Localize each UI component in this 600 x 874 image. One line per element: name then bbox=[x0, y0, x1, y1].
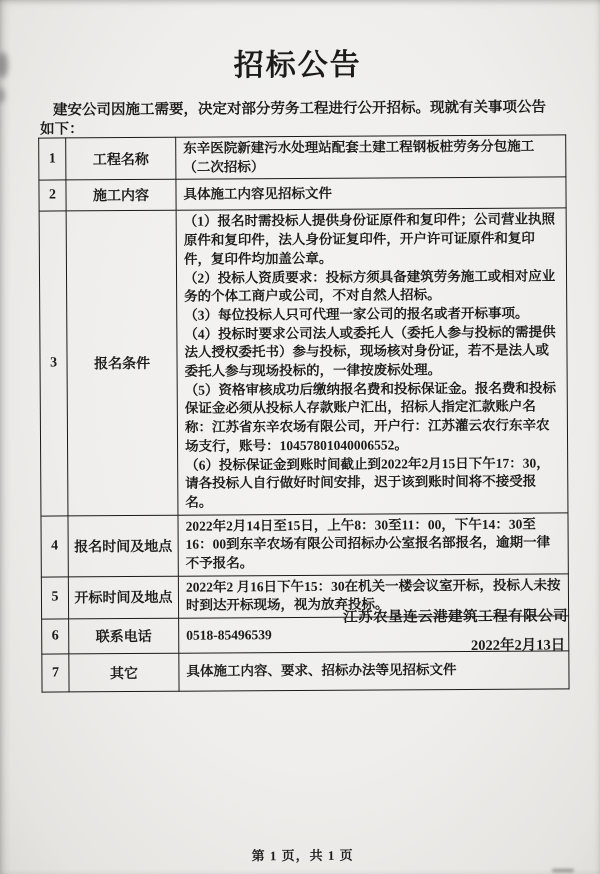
page-title: 招标公告 bbox=[233, 48, 362, 83]
row-number: 5 bbox=[41, 577, 68, 620]
row-number: 3 bbox=[39, 211, 68, 515]
row-number: 4 bbox=[41, 516, 68, 577]
row-value: 东辛医院新建污水处理站配套土建工程钢板桩劳务分包施工（二次招标） bbox=[176, 135, 566, 180]
page-number-footer: 第 1 页，共 1 页 bbox=[251, 847, 354, 864]
row-value: 2022年2 月16日下午15：30在机关一楼会议室开标，投标人未按时到达开标现场，视为放弃投标。 bbox=[178, 574, 568, 619]
row-value: 2022年2月14日至15日，上午8：30至11：00，下午14：30至16：00到东辛农场有限公司招标办公室报名部报名，逾期一律不予报名。 bbox=[178, 513, 568, 576]
table-row bbox=[39, 208, 568, 515]
row-value: 具体施工内容见招标文件 bbox=[176, 177, 566, 210]
row-label: 联系电话 bbox=[69, 618, 179, 654]
row-number: 1 bbox=[39, 138, 66, 181]
row-label: 施工内容 bbox=[66, 180, 176, 212]
row-value: （1）报名时需投标人提供身份证原件和复印件；公司营业执照原件和复印件，法人身份证复印件，开户许可证原件和复印件，复印件均加盖公章。 （2）投标人资质要求：投标方须具备建筑劳务施工或相对应业务的个体工商户或公司，不对自然人招标。 （3）每位投标人只可代理一家公司的报名或者开标事项。 （4）投标时要求公司法人或委托人（委托人参与投标的需提供法人授权委托书）参与投标，现场核对身份证，若不是法人或委托人参与现场投标的，一律按废标处理。 （5）资格审核成功后缴纳报名费和投标保证金。报名费和投标保证金必须从投标人存款账户汇出，招标人指定汇款账户名称：江苏省东辛农场有限公司，开户行：江苏灌云农行东辛农场支行，账号：10457801040006552。 （6）投标保证金到账时间截止到2022年2月15日下午17：30，请各投标人自行做好时间安排，迟于该到账时间将不接受报名。 bbox=[176, 208, 568, 515]
intro-paragraph: 建安公司因施工需要，决定对部分劳务工程进行公开招标。现就有关事项公告如下： bbox=[40, 99, 547, 138]
row-value: 0518-85496539 bbox=[179, 616, 569, 653]
signature-date: 2022年2月13日 bbox=[470, 637, 566, 654]
table-row bbox=[39, 177, 566, 211]
row-value: 具体施工内容、要求、招标办法等见招标文件 bbox=[179, 651, 569, 691]
signature-company: 江苏农垦连云港建筑工程有限公司 bbox=[343, 608, 569, 626]
table-row bbox=[41, 513, 568, 577]
table-row bbox=[39, 135, 566, 181]
table-row bbox=[42, 651, 569, 692]
row-label: 开标时间及地点 bbox=[68, 576, 178, 619]
row-label: 报名条件 bbox=[66, 211, 178, 516]
row-number: 2 bbox=[39, 180, 66, 211]
row-label: 工程名称 bbox=[66, 137, 176, 180]
row-number: 6 bbox=[42, 619, 69, 654]
row-number: 7 bbox=[42, 654, 69, 692]
row-label: 报名时间及地点 bbox=[68, 515, 178, 577]
row-label: 其它 bbox=[69, 653, 179, 692]
